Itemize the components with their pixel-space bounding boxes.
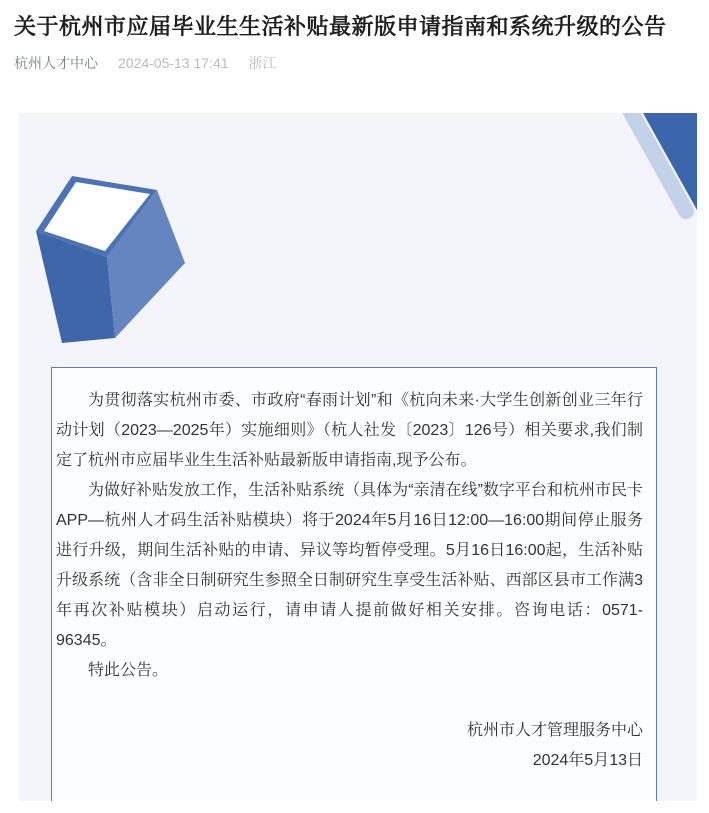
corner-ribbon-graphic — [567, 113, 697, 238]
page-title: 关于杭州市应届毕业生生活补贴最新版申请指南和系统升级的公告 — [14, 14, 667, 39]
cube-3d-graphic — [36, 163, 214, 348]
notice-box — [51, 367, 657, 801]
notice-paragraph: 为做好补贴发放工作，生活补贴系统（具体为“亲清在线”数字平台和杭州市民卡APP—杭州人才码生活补贴模块）将于2024年5月16日12:00—16:00期间停止服务进行升级，期间生活补贴的申请、异议等均暂停受理。5月16日16:00起，生活补贴升级系统（含非全日制研究生参照全日制研究生享受生活补贴、西部区县市工作满3年再次补贴模块）启动运行，请申请人提前做好相关安排。咨询电话：0571-96345。 — [56, 482, 643, 649]
byline-datetime: 2024-05-13 17:41 — [118, 55, 229, 71]
announcement-banner — [18, 113, 697, 801]
byline-region: 浙江 — [248, 55, 277, 71]
byline — [14, 53, 695, 73]
signature-org: 杭州市人才管理服务中心 — [466, 722, 643, 739]
byline-source: 杭州人才中心 — [14, 55, 98, 71]
notice-paragraph: 为贯彻落实杭州市委、市政府“春雨计划”和《杭向未来·大学生创新创业三年行动计划（2023—2025年）实施细则》（杭人社发〔2023〕126号）相关要求,我们制定了杭州市应届毕业生生活补贴最新版申请指南,现予公布。 — [56, 392, 643, 469]
notice-signature — [56, 716, 643, 776]
signature-date: 2024年5月13日 — [532, 752, 643, 769]
notice-paragraph: 特此公告。 — [88, 662, 169, 679]
